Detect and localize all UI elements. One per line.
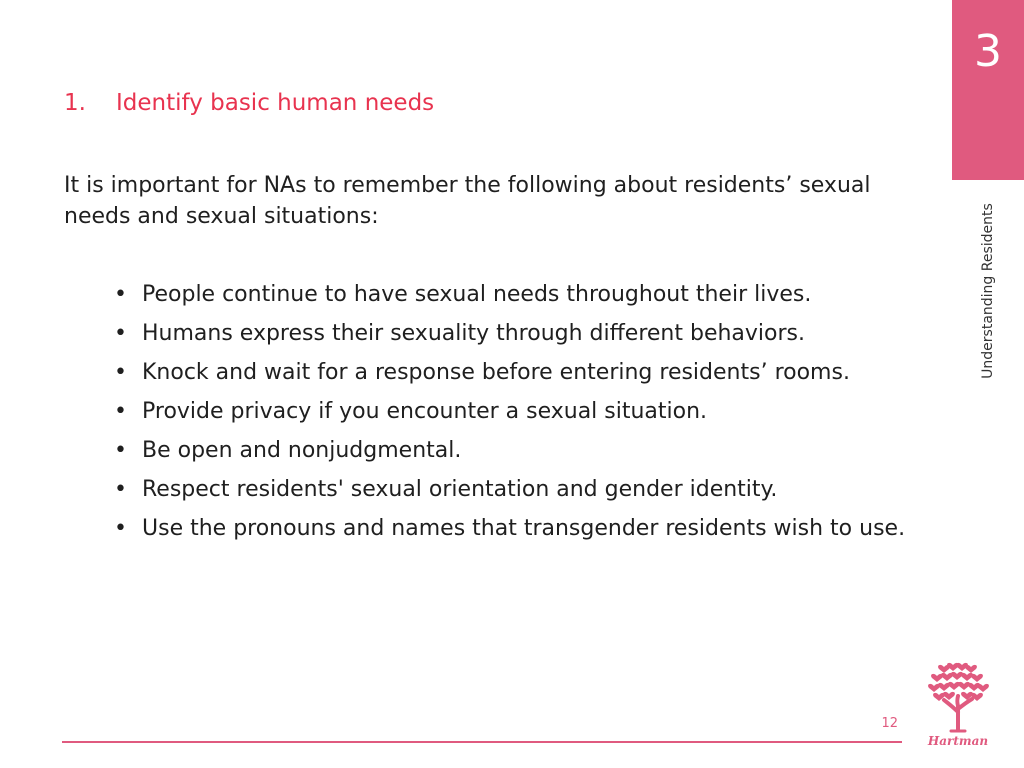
bullet-item: • Knock and wait for a response before entering residents’ rooms. [112, 357, 912, 388]
bullet-item: • Provide privacy if you encounter a sexual situation. [112, 396, 912, 427]
chapter-tab [952, 0, 1024, 180]
objective-title: Identify basic human needs [116, 90, 435, 116]
bullet-item: • Humans express their sexuality through different behaviors. [112, 318, 912, 349]
objective-heading [64, 90, 434, 116]
intro-text: It is important for NAs to remember the following about residents’ sexual needs and sexual situations: [64, 173, 871, 229]
bullet-list [112, 279, 912, 552]
bullet-item: • People continue to have sexual needs throughout their lives. [112, 279, 912, 310]
heart-tree-icon [920, 660, 996, 734]
objective-number: 1. [64, 90, 86, 116]
bullet-item: • Use the pronouns and names that transgender residents wish to use. [112, 513, 912, 544]
logo-text: Hartman [927, 734, 989, 748]
bullet-item: • Be open and nonjudgmental. [112, 435, 912, 466]
chapter-number: 3 [974, 26, 1002, 77]
chapter-title: Understanding Residents [980, 203, 996, 379]
bullet-item: • Respect residents' sexual orientation and gender identity. [112, 474, 912, 505]
hartman-logo [920, 660, 996, 752]
page-number: 12 [881, 716, 898, 731]
footer-divider [62, 741, 902, 743]
